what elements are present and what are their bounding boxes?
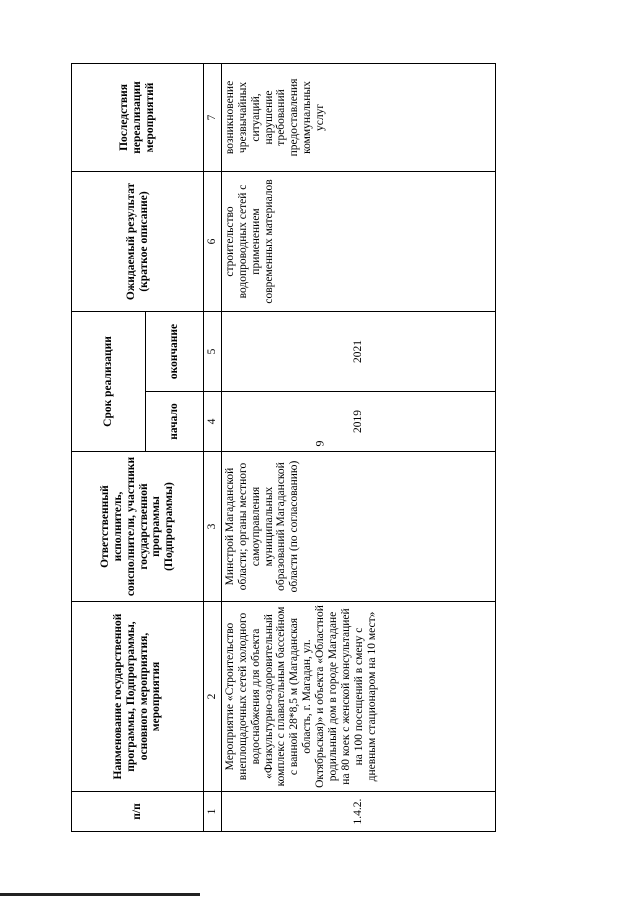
column-numbers-row (204, 63, 222, 831)
page-number: 9 (312, 440, 327, 447)
header-col-consequences: Последствия нереализации мероприятий (72, 63, 204, 171)
row-executor: Минстрой Магаданской области; органы местного самоуправления муниципальных образований Магаданской области (по согласованию) (221, 452, 495, 602)
row-end: 2021 (221, 311, 495, 391)
col-number: 6 (204, 171, 222, 311)
scan-edge-mark (0, 893, 200, 896)
rotated-table-container (71, 64, 496, 832)
row-result: строительство водопроводных сетей с применением современных материалов (221, 171, 495, 311)
row-start: 2019 (221, 392, 495, 452)
row-id: 1.4.2. (221, 792, 495, 832)
col-number: 5 (204, 311, 222, 391)
header-col-index: п/п (72, 792, 204, 832)
col-number: 1 (204, 792, 222, 832)
header-col-start: начало (146, 392, 204, 452)
table-row (221, 63, 495, 831)
header-col-end: окончание (146, 311, 204, 391)
header-row (72, 63, 146, 831)
header-col-name: Наименование государственной программы, Подпрограммы, основного мероприятия, мероприятия (72, 602, 204, 792)
col-number: 7 (204, 63, 222, 171)
row-consequences: возникновение чрезвычайных ситуаций, нарушение требований предоставления коммунальных услуг (221, 63, 495, 171)
col-number: 3 (204, 452, 222, 602)
program-table (71, 63, 496, 832)
header-col-period: Срок реализации (72, 311, 146, 451)
header-col-result: Ожидаемый результат (краткое описание) (72, 171, 204, 311)
col-number: 4 (204, 392, 222, 452)
row-name: Мероприятие «Строительство внеплощадочных сетей холодного водоснабжения для объекта «Физкультурно-оздоровительный комплекс с плавательным бассейном с ванной 28*8,5 м (Магаданская область, г. Магадан, ул. Октябрьская)» и объекта «Областной родильный дом в городе Магадане на 80 коек с женской консультацией на 100 посещений в смену с дневным стационаром на 10 мест» (221, 602, 495, 792)
header-col-executor: Ответственный исполнитель, соисполнители, участники государственной программы (Подпрограммы) (72, 452, 204, 602)
col-number: 2 (204, 602, 222, 792)
